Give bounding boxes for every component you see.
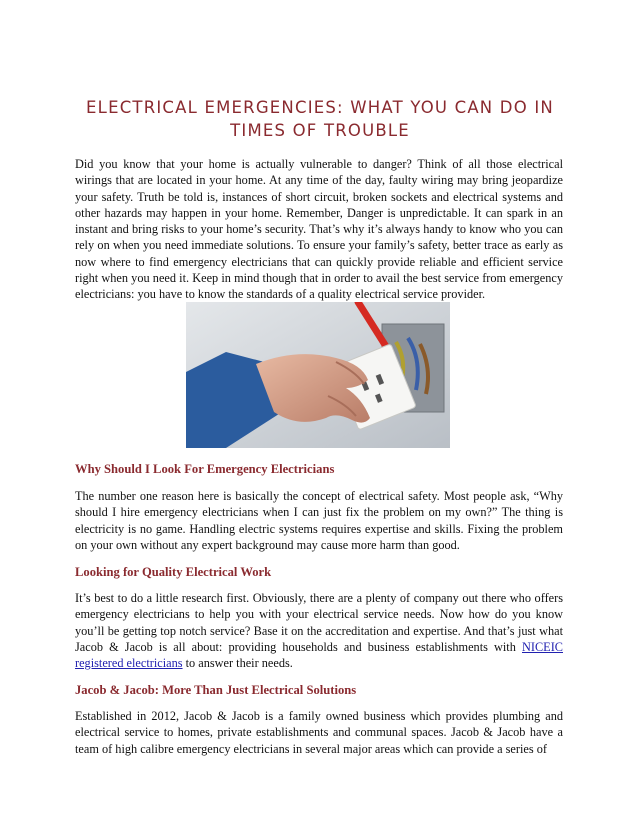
section2-body [75,590,563,671]
section3-body: Established in 2012, Jacob & Jacob is a family owned business which provides plumbing and electrical service to homes, private establishments and communal spaces. Jacob & Jacob have a team of high calibre emergency electricians in several major areas which can provide a series of [75,709,563,756]
electrician-photo-illustration [186,302,450,448]
electrician-photo [186,302,450,448]
section3-heading: Jacob & Jacob: More Than Just Electrical Solutions [75,683,357,697]
section1-body: The number one reason here is basically the concept of electrical safety. Most people ask, “Why should I hire emergency electricians when I can just fix the problem on my own?” The thing is electricity is no game. Handling electric systems requires expertise and skills. Fixing the problem on your own without any expert background may cause more harm than good. [75,489,563,552]
section1-heading: Why Should I Look For Emergency Electricians [75,462,335,476]
document-title: ELECTRICAL EMERGENCIES: WHAT YOU CAN DO IN TIMES OF TROUBLE [86,98,554,140]
section2-body-end: to answer their needs. [182,656,293,671]
niceic-electricians-link[interactable]: NICEIC registered electricians [75,639,563,671]
intro-paragraph: Did you know that your home is actually vulnerable to danger? Think of all those electrical wirings that are located in your home. At any time of the day, faulty wiring may bring jeopardize your safety. Truth be told is, instances of short circuit, broken sockets and electrical systems and other hazards may happen in your home. Remember, Danger is unpredictable. It can spark in an instant and bring risks to your home’s security. That’s why it’s always handy to know who you can rely on when you need immediate solutions. To ensure your family’s safety, better trace as early as now where to find emergency electricians that can quickly provide reliable and efficient service right when you need it. Keep in mind though that in order to avail the best service from emergency electricians: you have to know the standards of a quality electrical service provider. [75,157,563,302]
section2-body-start: It’s best to do a little research first. Obviously, there are a plenty of company out there who offers emergency electricians to help you with your electrical service needs. Now how do you know you’ll be getting top notch service? Base it on the accreditation and expertise. And that’s just what Jacob & Jacob is all about: providing households and business establishments with [75,591,563,654]
section2-heading: Looking for Quality Electrical Work [75,565,272,579]
